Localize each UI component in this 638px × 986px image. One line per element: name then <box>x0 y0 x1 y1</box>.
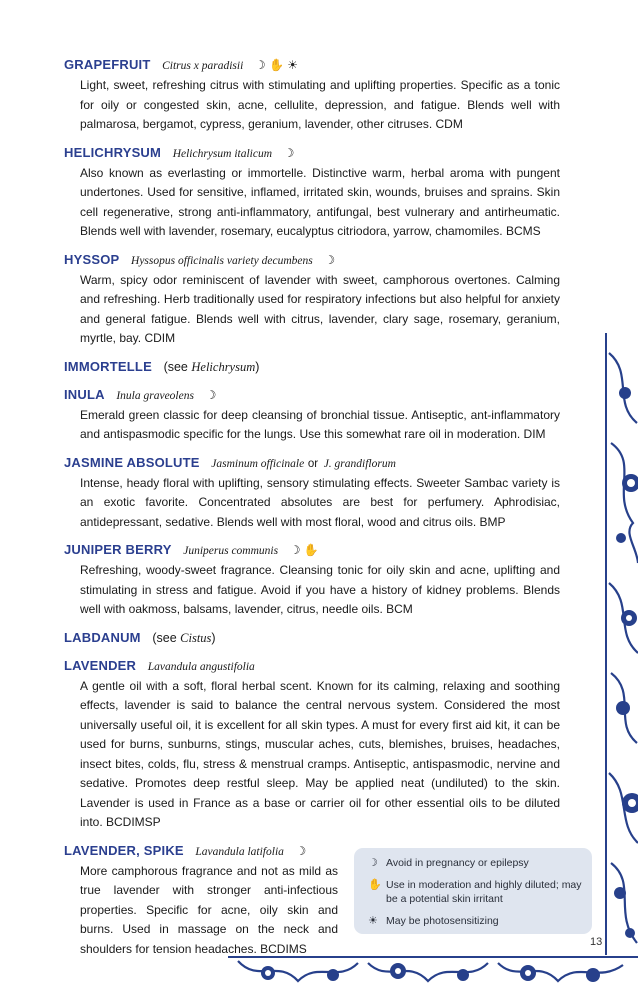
crescent-moon-icon: ☽ <box>368 857 378 869</box>
entry-latin-name: Hyssopus officinalis variety decumbens <box>131 254 313 267</box>
entry-name: JUNIPER BERRY <box>64 542 172 557</box>
hand-icon: ✋ <box>368 879 382 891</box>
entry-immortelle <box>64 357 560 377</box>
entry-name: GRAPEFRUIT <box>64 57 151 72</box>
see-reference: (see Helichrysum) <box>163 359 260 374</box>
entry-latin-name: Jasminum officinale <box>211 457 305 470</box>
entry-name: IMMORTELLE <box>64 358 152 374</box>
entry-description: Light, sweet, refreshing citrus with stimulating and uplifting properties. Specific as a tonic for oily or congested skin, acne, cellulite, depression, and fatigue. Blends well with palmarosa, bergamot, cypress, geranium, lavender, other citruses. CDM <box>80 78 560 131</box>
legend-row-photosensitizing <box>368 914 582 928</box>
warning-symbols-icon: ☽ ✋ <box>289 543 319 557</box>
entry-latin-name: Inula graveolens <box>116 389 194 402</box>
warning-symbols-icon: ☽ <box>205 387 217 402</box>
entry-jasmine-absolute <box>64 453 560 533</box>
floral-footer-ornament <box>228 955 638 986</box>
legend-text: May be photosensitizing <box>386 915 499 927</box>
warning-symbols-icon: ☽ <box>295 843 307 858</box>
entry-description: Also known as everlasting or immortelle. Distinctive warm, herbal aroma with pungent undertones. Used for sensitive, inflamed, irritated skin, wounds, bruises and sprains. Skin cell regenerative, strong anti-inflammatory, antifungal, best vulnerary and antirheumatic. Blends well with lavender, rosemary, eucalyptus citriodora, yarrow, chamomiles. BCMS <box>80 165 560 238</box>
entry-description: Intense, heady floral with uplifting, sensory stimulating effects. Sweeter Sambac variety is an exotic favorite. Concentrated absolutes are best for perfumery. Aphrodisiac, antidepressant, sedative. Blends well with most floral, wood and citrus oils. BMP <box>80 475 560 529</box>
entry-inula <box>64 385 560 445</box>
page-number: 13 <box>590 936 603 948</box>
warning-symbols-icon: ☽ <box>283 145 295 160</box>
entry-latin-name: Helichrysum italicum <box>172 147 273 160</box>
entry-description: A gentle oil with a soft, floral herbal scent. Known for its calming, relaxing and soothing effects, lavender is said to balance the central nervous system. Considered the most universally useful oil, it is excellent for all skin types. A must for every first aid kit, it can be used for burns, sunburns, stings, muscular aches, cuts, blemishes, bruises, headaches, insect bites, colds, flu, stress & menstrual cramps. Antiseptic, antispasmodic, nervine and sedative. Promotes deep restful sleep. May be applied neat (undiluted) to the skin. Lavender is used in France as a base or carrier oil for other essential oils to be diluted into. BCDIMSP <box>80 678 560 829</box>
entry-latin-name-alt: J. grandiflorum <box>323 457 396 470</box>
floral-border-ornament <box>603 333 638 955</box>
entry-name: HELICHRYSUM <box>64 144 162 160</box>
sun-icon: ☀ <box>368 915 378 927</box>
warning-symbols-icon: ☽ ✋ ☀ <box>254 58 299 72</box>
latin-join-word: or <box>307 457 319 470</box>
legend-text: Avoid in pregnancy or epilepsy <box>386 857 529 869</box>
entry-description: Warm, spicy odor reminiscent of lavender with sweet, camphorous overtones. Calming and refreshing. Herb traditionally used for respiratory infections but also helpful for anxiety and general fatigue. Blends well with citrus, lavender, clary sage, rosemary, geranium, myrtle, bay. CDIM <box>80 272 560 345</box>
entry-name: LAVENDER, SPIKE <box>64 842 184 858</box>
entry-name: LAVENDER <box>64 657 137 673</box>
warning-symbols-icon: ☽ <box>324 252 336 267</box>
entry-name: HYSSOP <box>64 251 120 267</box>
entry-helichrysum <box>64 143 560 242</box>
entry-description: More camphorous fragrance and not as mild as true lavender with stronger anti-infectious properties. Specific for acne, oily skin and burns. Used in massage on the neck and shoulders for tension headaches. BCDIMS <box>80 863 338 956</box>
entry-latin-name: Lavandula angustifolia <box>147 660 255 673</box>
entry-grapefruit <box>64 55 560 135</box>
entry-latin-name: Citrus x paradisii <box>162 60 244 72</box>
legend-row-pregnancy <box>368 856 582 870</box>
entry-juniper-berry <box>64 540 560 620</box>
entry-name: JASMINE ABSOLUTE <box>64 454 200 470</box>
entry-name: LABDANUM <box>64 629 141 645</box>
entry-description: Emerald green classic for deep cleansing of bronchial tissue. Antiseptic, ant-inflammatory and antispasmodic specific for the lungs. Use this somewhat rare oil in moderation. DIM <box>80 407 560 441</box>
entry-lavender <box>64 656 560 833</box>
see-reference: (see Cistus) <box>152 630 216 645</box>
entry-latin-name: Juniperus communis <box>183 545 279 557</box>
entry-name: INULA <box>64 386 105 402</box>
entry-description: Refreshing, woody-sweet fragrance. Cleansing tonic for oily skin and acne, uplifting and stimulating in stress and fatigue. Avoid if you have a history of kidney problems. Blends well with oakmoss, balsams, lavender, citrus, needle oils. BCM <box>80 563 560 616</box>
entries-list <box>64 55 560 967</box>
entry-latin-name: Lavandula latifolia <box>195 845 284 858</box>
entry-hyssop <box>64 250 560 349</box>
legend-text: Use in moderation and highly diluted; may be a potential skin irritant <box>386 879 582 905</box>
symbol-legend <box>354 848 592 934</box>
legend-row-irritant <box>368 878 582 906</box>
entry-labdanum <box>64 628 560 648</box>
